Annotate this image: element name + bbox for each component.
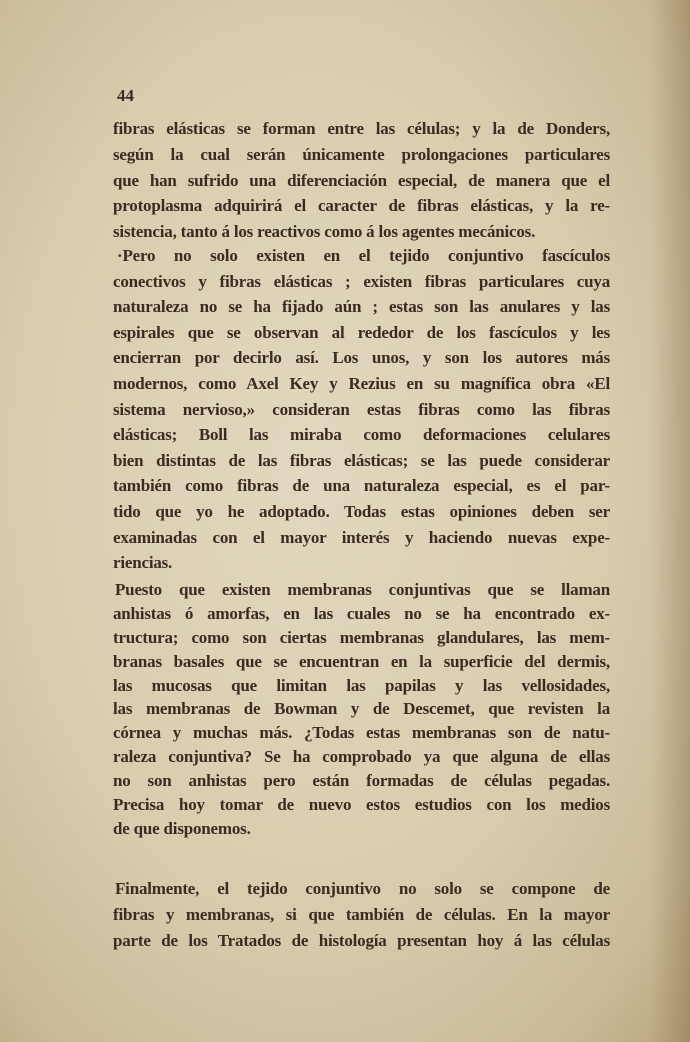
text-line: Finalmente, el tejido conjuntivo no solo se compone de [115, 879, 610, 898]
text-line: las mucosas que limitan las papilas y las vellosidades, [113, 675, 610, 695]
text-line: anhistas ó amorfas, en las cuales no se ha encontrado ex- [113, 603, 610, 623]
paragraph [113, 116, 610, 245]
text-line: examinadas con el mayor interés y haciendo nuevas expe- [113, 527, 610, 547]
text-line: Precisa hoy tomar de nuevo estos estudios con los medios [113, 795, 610, 815]
text-line: conectivos y fibras elásticas ; existen fibras particulares cuya [113, 271, 610, 291]
text-line: naturaleza no se ha fijado aún ; estas son las anulares y las [113, 297, 610, 317]
text-line: espirales que se observan al rededor de los fascículos y les [113, 322, 610, 342]
text-line: de que disponemos. [113, 818, 251, 838]
text-line: modernos, como Axel Key y Rezius en su magnífica obra «El [113, 373, 610, 393]
text-line: tido que yo he adoptado. Todas estas opiniones deben ser [113, 501, 610, 521]
paragraph [113, 876, 610, 954]
text-line: sistencia, tanto á los reactivos como á los agentes mecánicos. [113, 222, 536, 242]
text-line: según la cual serán únicamente prolongaciones particulares [113, 144, 610, 164]
paragraph [113, 578, 610, 841]
text-line: encierran por decirlo así. Los unos, y son los autores más [113, 348, 610, 368]
text-line: parte de los Tratados de histología presentan hoy á las células [113, 931, 610, 950]
text-line: también como fibras de una naturaleza especial, es el par- [113, 476, 610, 496]
text-line: tructura; como son ciertas membranas glandulares, las mem- [113, 627, 610, 647]
text-line: que han sufrido una diferenciación especial, de manera que el [113, 170, 610, 190]
text-line: raleza conjuntiva? Se ha comprobado ya que alguna de ellas [113, 747, 610, 767]
text-line: las membranas de Bowman y de Descemet, que revisten la [113, 699, 610, 719]
text-line: Puesto que existen membranas conjuntivas que se llaman [115, 580, 610, 599]
text-line: córnea y muchas más. ¿Todas estas membranas son de natu- [113, 723, 610, 743]
text-line: riencias. [113, 553, 173, 573]
text-line: fibras elásticas se forman entre las células; y la de Donders, [113, 119, 610, 138]
text-line: fibras y membranas, si que también de células. En la mayor [113, 905, 610, 924]
text-line: no son anhistas pero están formadas de células pegadas. [113, 771, 610, 791]
page-number: 44 [117, 86, 134, 105]
text-line: bien distintas de las fibras elásticas; se las puede considerar [113, 450, 610, 470]
text-line: elásticas; Boll las miraba como deformaciones celulares [113, 425, 610, 445]
text-line: ·Pero no solo existen en el tejido conjuntivo fascículos [117, 246, 610, 265]
text-line: sistema nervioso,» consideran estas fibras como las fibras [113, 399, 610, 419]
page-edge-shadow [650, 0, 690, 1042]
text-line: protoplasma adquirirá el caracter de fibras elásticas, y la re- [113, 196, 610, 216]
paragraph [113, 243, 610, 576]
text-line: branas basales que se encuentran en la superficie del dermis, [113, 651, 610, 671]
